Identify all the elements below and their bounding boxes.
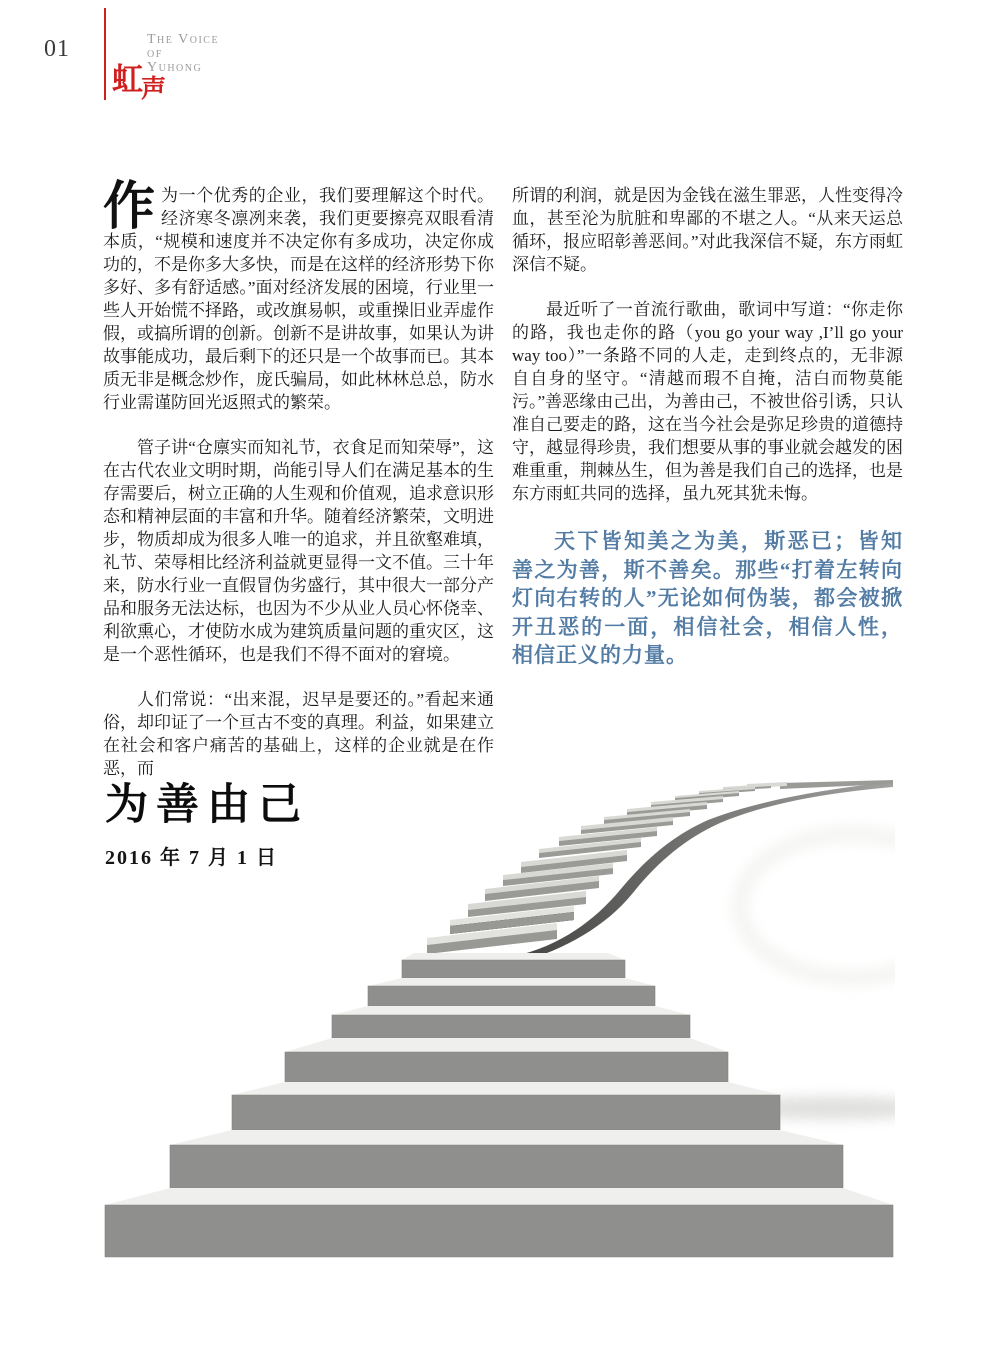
paragraph-1 xyxy=(103,179,494,414)
article-left-column xyxy=(103,179,494,780)
brand-logo-char-hong: 虹 xyxy=(112,62,143,97)
paragraph-1-text: 为一个优秀的企业，我们要理解这个时代。经济寒冬凛冽来袭，我们更要擦亮双眼看清本质，“规模和速度并不决定你有多成功，决定你成功的，不是你多大多快，而是在这样的经济形势下你多好、多有舒适感。”面对经济发展的困境，行业里一些人开始慌不择路，或改旗易帜，或重操旧业弄虚作假，或搞所谓的创新。创新不是讲故事，如果认为讲故事能成功，最后剩下的还只是一个故事而已。其本质无非是概念炒作，庞氏骗局，如此林林总总，防水行业需谨防回光返照式的繁荣。 xyxy=(103,186,494,412)
masthead-line-2: of xyxy=(147,46,163,61)
brand-logo xyxy=(112,54,168,103)
article-title: 为善由己 xyxy=(105,782,309,829)
page-number: 01 xyxy=(44,36,70,62)
article-date: 2016 年 7 月 1 日 xyxy=(105,847,278,869)
dropcap: 作 xyxy=(103,179,156,236)
paragraph-4: 所谓的利润，就是因为金钱在滋生罪恶，人性变得冷血，甚至沦为肮脏和卑鄙的不堪之人。“从来天运总循环，报应昭彰善恶间。”对此我深信不疑，东方雨虹深信不疑。 xyxy=(512,186,903,274)
article-right-column xyxy=(512,184,903,670)
masthead-line-1: The Voice xyxy=(147,32,220,47)
paragraph-3: 人们常说：“出来混，迟早是要还的。”看起来通俗，却印证了一个亘古不变的真理。利益，如果建立在社会和客户痛苦的基础上，这样的企业就是在作恶，而 xyxy=(103,690,494,778)
paragraph-2: 管子讲“仓廪实而知礼节，衣食足而知荣辱”，这在古代农业文明时期，尚能引导人们在满足基本的生存需要后，树立正确的人生观和价值观，追求意识形态和精神层面的丰富和升华。随着经济繁荣，文明进步，物质却成为很多人唯一的追求，并且欲壑难填，礼节、荣辱相比经济利益就更显得一文不值。三十年来，防水行业一直假冒伪劣盛行，其中很大一部分产品和服务无法达标，也因为不少从业人员心怀侥幸、利欲熏心，才使防水成为建筑质量问题的重灾区，这是一个恶性循环，也是我们不得不面对的窘境。 xyxy=(103,438,494,664)
brand-logo-char-sheng: 声 xyxy=(141,76,167,103)
paragraph-5: 最近听了一首流行歌曲，歌词中写道：“你走你的路，我也走你的路（you go your way ,I’ll go your way too）”一条路不同的人走，走到终点的，无非源自自身的坚守。“清越而瑕不自掩，洁白而物莫能污。”善恶缘由己出，为善由己，不被世俗引诱，只认准自己要走的路，这在当今社会是弥足珍贵的道德持守，越显得珍贵，我们想要从事的事业就会越发的困难重重，荆棘丛生，但为善是我们自己的选择，也是东方雨虹共同的选择，虽九死其犹未悔。 xyxy=(512,300,903,503)
highlight-quote: 天下皆知美之为美，斯恶已；皆知善之为善，斯不善矣。那些“打着左转向灯向右转的人”无论如何伪装，都会被掀开丑恶的一面，相信社会，相信人性，相信正义的力量。 xyxy=(512,529,903,667)
brand-rule-divider xyxy=(104,8,106,100)
masthead-line-3: Yuhong xyxy=(147,60,203,75)
title-block xyxy=(105,780,309,870)
